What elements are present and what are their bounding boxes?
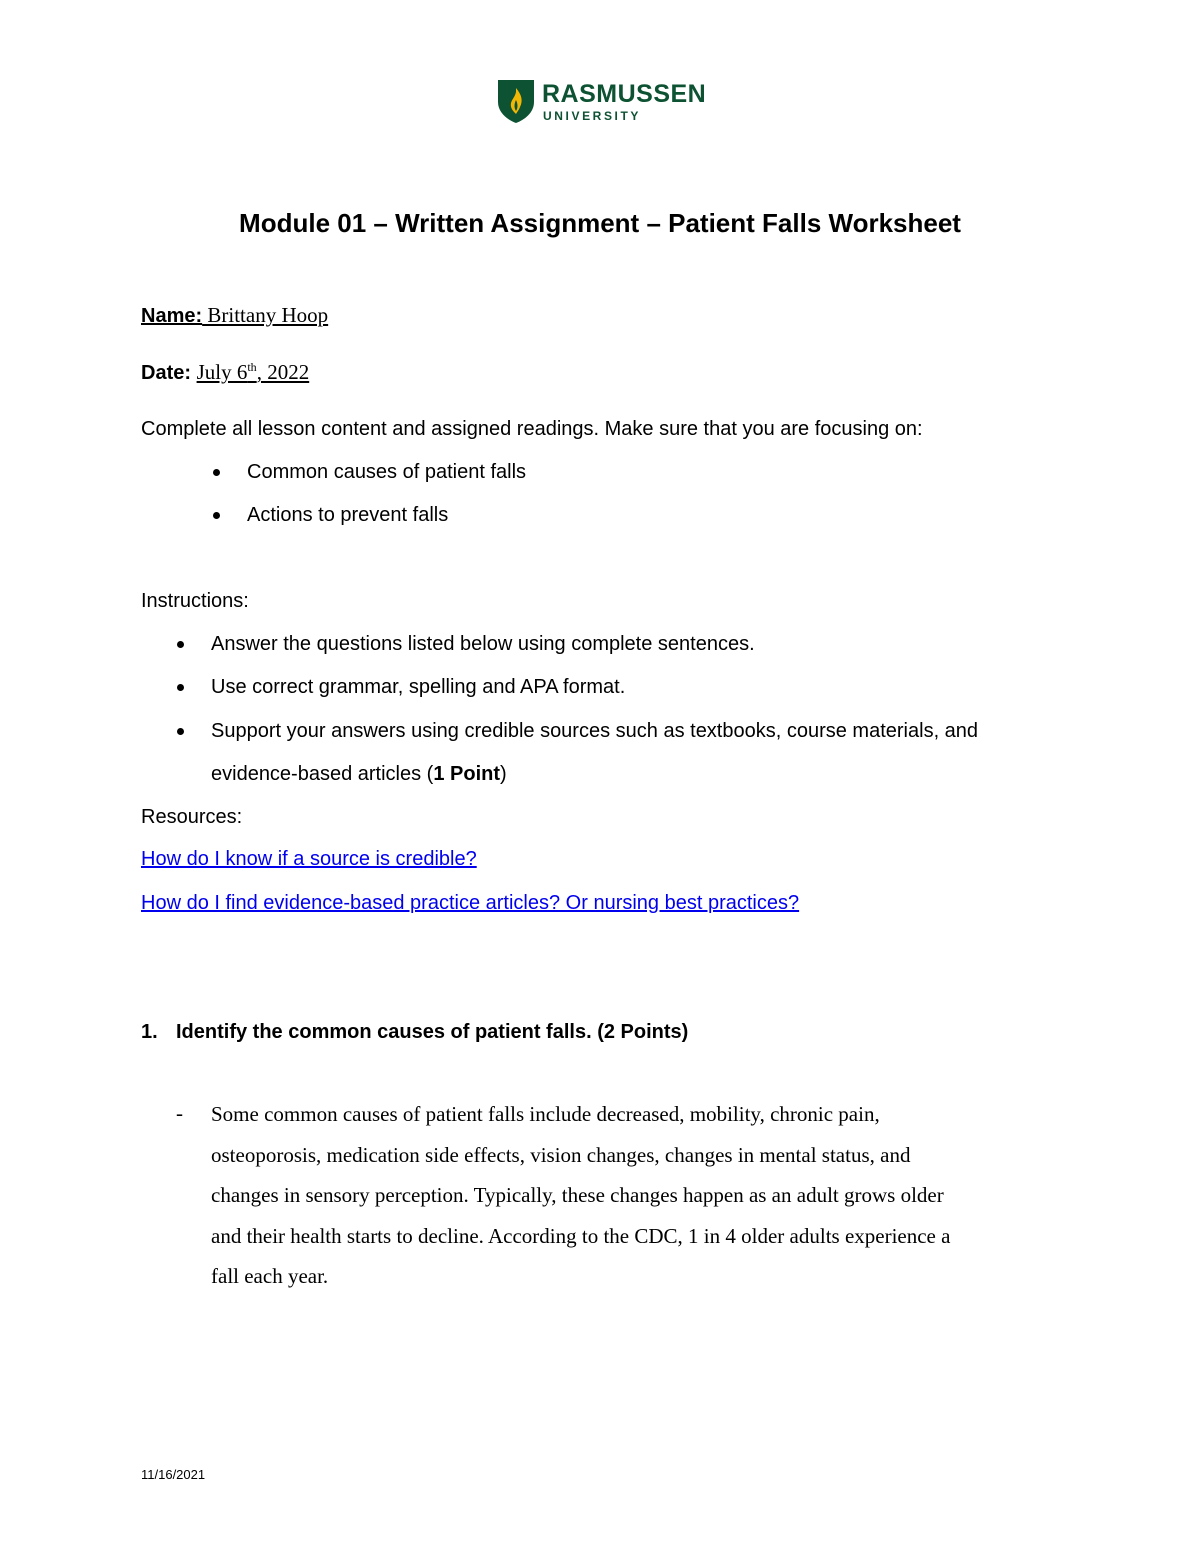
- evidence-based-articles-link[interactable]: How do I find evidence-based practice articles? Or nursing best practices?: [141, 892, 800, 914]
- date-label: Date:: [141, 362, 192, 384]
- university-logo: [496, 78, 706, 124]
- answer-dash: -: [176, 1101, 183, 1125]
- answer-line: changes in sensory perception. Typically, these changes happen as an adult grows older: [211, 1183, 944, 1207]
- bullet-icon: [177, 641, 184, 648]
- question-number: 1.: [141, 1021, 158, 1043]
- date-row: [141, 360, 309, 385]
- logo-wordmark: RASMUSSEN: [542, 80, 707, 108]
- name-label: Name:: [141, 305, 203, 327]
- focus-item: Actions to prevent falls: [247, 504, 449, 526]
- bullet-icon: [177, 728, 184, 735]
- bullet-icon: [213, 512, 220, 519]
- date-value: July 6th, 2022: [196, 360, 310, 384]
- name-row: [141, 303, 328, 328]
- name-value: Brittany Hoop: [202, 303, 329, 327]
- instruction-item: Use correct grammar, spelling and APA format.: [211, 676, 626, 698]
- question-1-text: Identify the common causes of patient falls. (2 Points): [176, 1021, 689, 1043]
- answer-line: and their health starts to decline. According to the CDC, 1 in 4 older adults experience a: [211, 1223, 951, 1248]
- focus-item: Common causes of patient falls: [247, 461, 527, 483]
- answer-1-text: [211, 1094, 950, 1297]
- instructions-heading: Instructions:: [141, 590, 249, 612]
- footer-date: 11/16/2021: [141, 1467, 206, 1482]
- page-title: Module 01 – Written Assignment – Patient Falls Worksheet: [239, 208, 961, 238]
- intro-text: Complete all lesson content and assigned readings. Make sure that you are focusing on:: [141, 418, 923, 440]
- resources-heading: Resources:: [141, 806, 243, 828]
- bullet-icon: [177, 684, 184, 691]
- answer-line: osteoporosis, medication side effects, vision changes, changes in mental status, and: [211, 1142, 911, 1167]
- answer-line: Some common causes of patient falls include decreased, mobility, chronic pain,: [211, 1102, 880, 1126]
- logo-subtitle: UNIVERSITY: [543, 109, 642, 123]
- answer-line: fall each year.: [211, 1264, 329, 1288]
- shield-flame-icon: [496, 78, 536, 124]
- credible-source-link[interactable]: How do I know if a source is credible?: [141, 848, 477, 870]
- bullet-icon: [213, 469, 220, 476]
- instruction-item-continued: evidence-based articles (1 Point): [211, 763, 507, 785]
- instruction-item: Answer the questions listed below using complete sentences.: [211, 633, 755, 655]
- instruction-item: Support your answers using credible sources such as textbooks, course materials, and: [211, 720, 979, 742]
